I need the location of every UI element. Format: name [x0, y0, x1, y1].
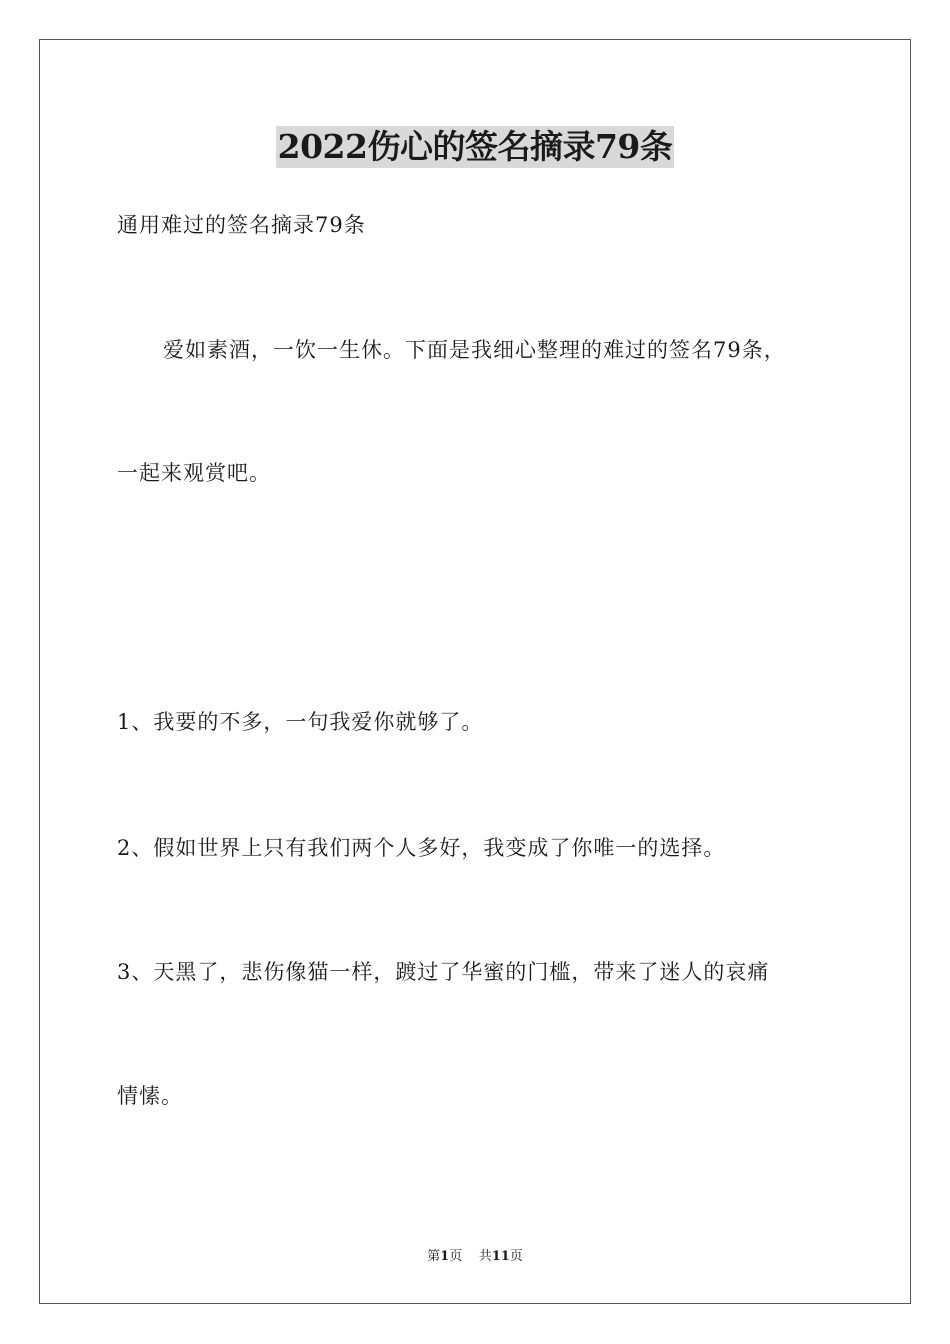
intro-paragraph-line-1: 爱如素酒，一饮一生休。下面是我细心整理的难过的签名79条，	[163, 338, 786, 362]
footer-page-number: 1	[440, 1249, 450, 1264]
list-item-3: 3、天黑了，悲伤像猫一样，踱过了华蜜的门槛，带来了迷人的哀痛	[117, 960, 770, 984]
footer-page-prefix: 第	[427, 1249, 441, 1264]
intro-paragraph-line-2: 一起来观赏吧。	[117, 461, 271, 485]
list-item-3-continued: 情愫。	[117, 1084, 183, 1108]
document-subtitle: 通用难过的签名摘录79条	[117, 213, 366, 237]
title-container	[0, 126, 950, 168]
document-title: 2022伤心的签名摘录79条	[277, 127, 673, 166]
footer-page-suffix: 页	[449, 1249, 463, 1264]
footer-total-pages: 11	[491, 1249, 510, 1264]
footer-total-prefix: 共	[478, 1249, 492, 1264]
list-item-2: 2、假如世界上只有我们两个人多好，我变成了你唯一的选择。	[117, 836, 726, 860]
page-footer	[0, 1248, 950, 1266]
footer-total-suffix: 页	[509, 1249, 523, 1264]
list-item-1: 1、我要的不多，一句我爱你就够了。	[117, 710, 484, 734]
